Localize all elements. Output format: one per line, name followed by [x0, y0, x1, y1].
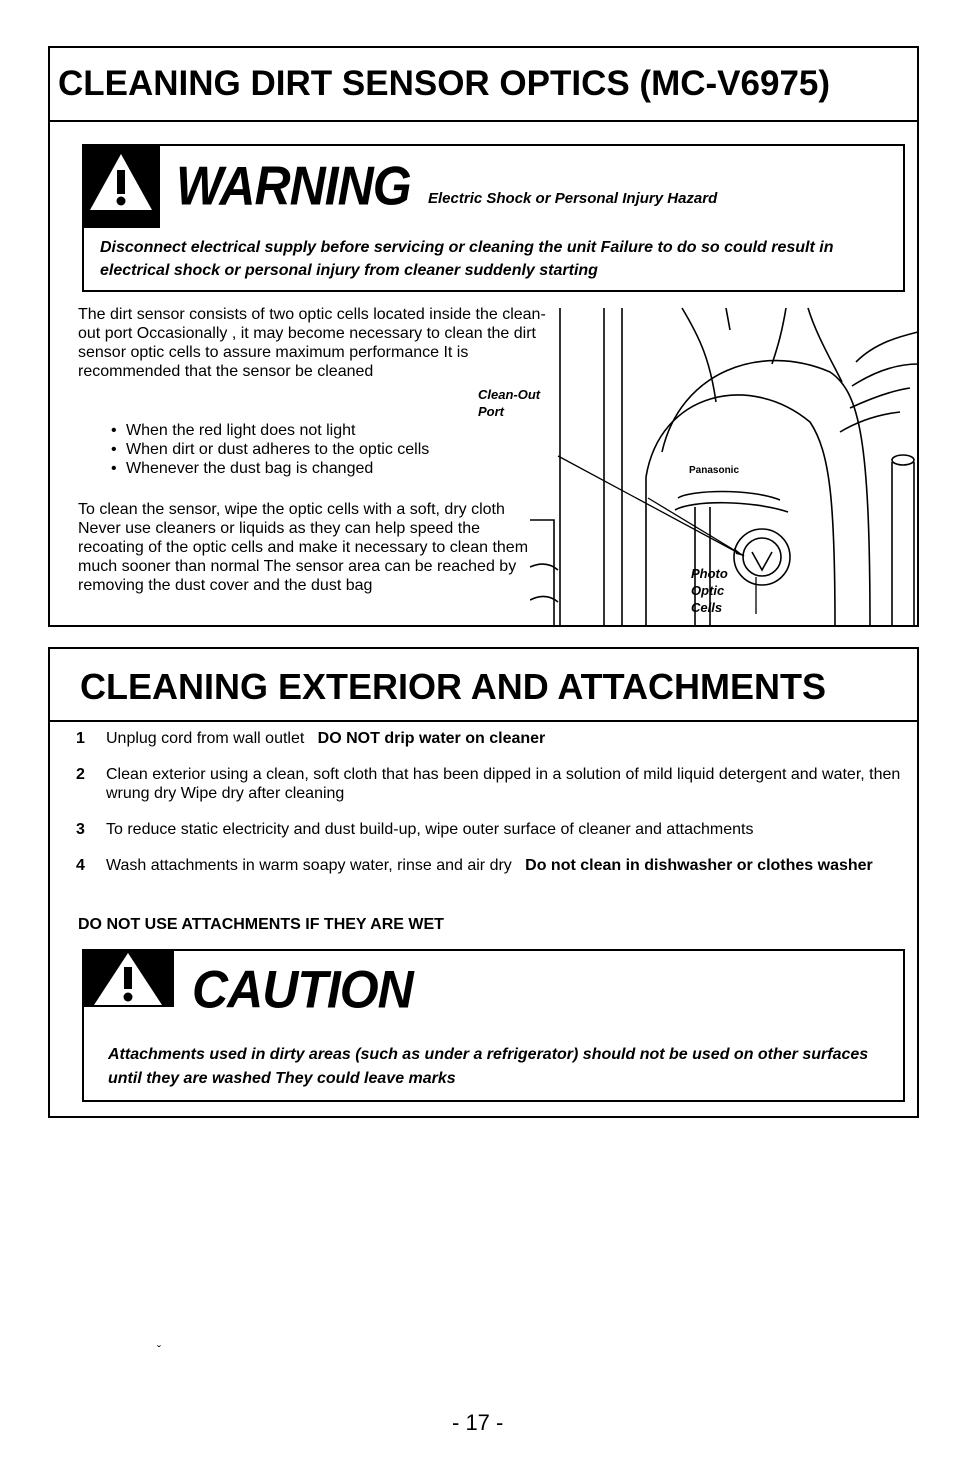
list-item: [76, 729, 916, 748]
step-text: Wash attachments in warm soapy water, rinse and air dry: [106, 857, 512, 874]
section-title: CLEANING EXTERIOR AND ATTACHMENTS: [50, 649, 917, 722]
clean-out-port-label: Clean-Out Port: [478, 387, 541, 419]
list-item: [76, 765, 916, 803]
sensor-bullet-list: [126, 421, 429, 478]
step-bold-text: DO NOT drip water on cleaner: [317, 730, 546, 747]
caution-box: [82, 949, 905, 1102]
step-number: 2: [76, 766, 85, 783]
warning-triangle-icon: [82, 144, 160, 228]
sensor-instructions: To clean the sensor, wipe the optic cells with a soft, dry cloth Never use cleaners or liquids as they can help speed the recoating of the optic cells and make it necessary to clean them much sooner than normal The sensor area can be reached by removing the dust cover and the dust bag: [78, 501, 529, 594]
sensor-intro: The dirt sensor consists of two optic cells located inside the clean-out port Occasionally , it may become necessary to clean the dirt sensor optic cells to assure maximum performance It is recommended that the sensor be cleaned: [78, 306, 546, 380]
brand-label: Panasonic: [689, 465, 740, 476]
warning-box: [82, 144, 905, 292]
list-item: • When dirt or dust adheres to the optic cells: [126, 440, 429, 459]
step-number: 1: [76, 730, 85, 747]
step-text: Clean exterior using a clean, soft cloth that has been dipped in a solution of mild liquid detergent and water, then wrung dry Wipe dry after cleaning: [106, 766, 901, 802]
list-item: • Whenever the dust bag is changed: [126, 459, 429, 478]
list-item: [76, 820, 916, 839]
warning-subtitle: Electric Shock or Personal Injury Hazard: [428, 190, 718, 207]
step-number: 3: [76, 821, 85, 838]
dirt-sensor-section: [48, 46, 919, 627]
list-item: [76, 856, 916, 875]
step-bold-text: Do not clean in dishwasher or clothes washer: [525, 857, 873, 874]
step-number: 4: [76, 857, 85, 874]
warning-heading: WARNING: [176, 155, 411, 217]
page-number: - 17 -: [452, 1410, 504, 1435]
step-text: Unplug cord from wall outlet: [106, 730, 305, 747]
caution-text: Attachments used in dirty areas (such as under a refrigerator) should not be used on other surfaces until they are washed They could leave marks: [108, 1046, 869, 1087]
warning-text: Disconnect electrical supply before servicing or cleaning the unit Failure to do so could result in electrical shock or personal injury from cleaner suddenly starting: [100, 239, 834, 279]
wet-attachments-note: DO NOT USE ATTACHMENTS IF THEY ARE WET: [78, 916, 444, 933]
caution-triangle-icon: [82, 949, 174, 1007]
list-item: • When the red light does not light: [126, 421, 429, 440]
section-title: CLEANING DIRT SENSOR OPTICS (MC-V6975): [50, 48, 917, 122]
steps-list: [76, 729, 916, 875]
stray-mark: ˇ: [157, 1343, 161, 1357]
step-text: To reduce static electricity and dust build-up, wipe outer surface of cleaner and attachments: [106, 821, 754, 838]
photo-optic-cells-label: Photo Optic Cells: [691, 566, 728, 615]
caution-heading: CAUTION: [192, 960, 413, 1019]
exterior-section: [48, 647, 919, 1118]
